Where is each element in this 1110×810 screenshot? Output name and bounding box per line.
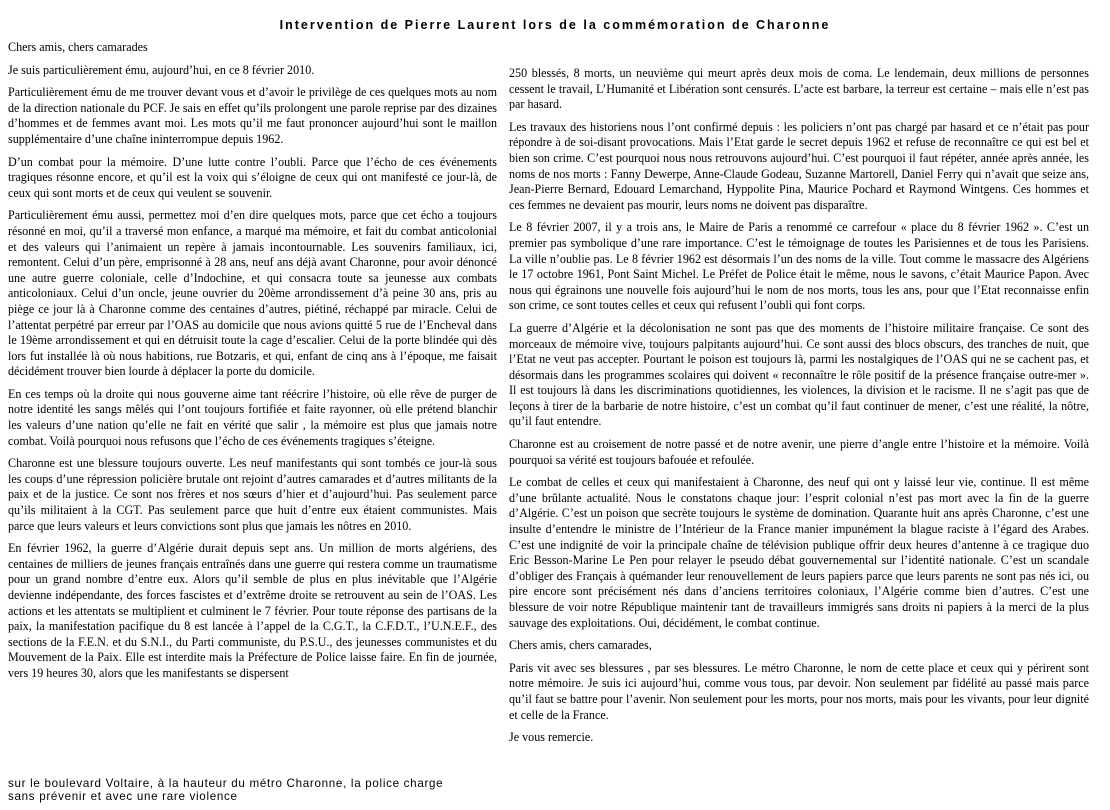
- paragraph: Chers amis, chers camarades,: [509, 638, 652, 653]
- paragraph: Charonne est au croisement de notre passé et de notre avenir, une pierre d’angle entre l’histoire et la mémoire. Voilà pourquoi sa vérité est toujours bafouée et refoulée.: [509, 437, 1089, 467]
- paragraph: En ces temps où la droite qui nous gouverne aime tant réécrire l’histoire, où elle rêve de purger de notre identité les sangs mêlés qui l’ont toujours fortifiée et faite rayonner, où elle prétend blanchir les valeurs d’une nation qu’elle ne fait en vérité que salir , la mémoire est plus que jamais notre combat. Voilà pourquoi nous refusons que l’écho de ces événements tragiques s’éteigne.: [8, 386, 497, 448]
- paragraph: Charonne est une blessure toujours ouverte. Les neuf manifestants qui sont tombés ce jour-là sous les coups d’une répression policière brutale ont rejoint d’autres camarades et d’autres militants de la paix et de la justice. Ce sont nos frères et nos sœurs d’hier et d’aujourd’hui. Pas seulement parce qu’ils militaient à la CGT. Pas seulement parce que huit d’entre eux étaient communistes. Mais parce que leurs valeurs et leurs convictions sont plus que jamais les nôtres en 2010.: [8, 456, 497, 533]
- left-caption-line: sans prévenir et avec une rare violence: [8, 790, 238, 803]
- paragraph: Je vous remercie.: [509, 730, 594, 745]
- document-title: Intervention de Pierre Laurent lors de la commémoration de Charonne: [279, 18, 831, 32]
- paragraph: Paris vit avec ses blessures , par ses blessures. Le métro Charonne, le nom de cette place et ceux qui y périrent sont notre mémoire. Je suis ici aujourd’hui, comme vous tous, par devoir. Non seulement par fidélité au passé mais parce qu’il faut se battre pour l’avenir. Non seulement pour les morts, pour nos morts, mais pour les vivants, pour leur dignité et celle de la France.: [509, 660, 1089, 722]
- paragraph: Je suis particulièrement ému, aujourd’hui, en ce 8 février 2010.: [8, 62, 315, 77]
- paragraph: Le combat de celles et ceux qui manifestaient à Charonne, des neuf qui ont y laissé leur vie, continue. Il est même d’une brûlante actualité. Nous le constatons chaque jour: l’esprit colonial n’est pas mort avec la fin de la guerre d’Algérie. C’est un poison que secrète toujours le système de domination. Quarante huit ans après Charonne, c’est une insulte d’entendre le ministre de l’Intérieur de la France manier impunément la blague raciste à l’égard des Arabes. C’est une indignité de voir la principale chaîne de télévision publique offrir deux heures d’antenne à ce tragique duo Eric Besson-Marine Le Pen pour relayer le pseudo débat gouvernemental sur l’identité nationale. C’est un scandale d’obliger des Français à quémander leur renouvellement de leurs papiers parce que leurs parents ne sont pas nés ici, ou pire encore sont précisément nés dans d’anciens territoires coloniaux, l’Algérie comme bien d’autres. C’est une blessure de voir notre République maintenir tant de travailleurs immigrés sans droits ni papiers à la merci de la plus sauvage des exploitations. Oui, décidément, le combat continue.: [509, 475, 1089, 630]
- paragraph: En février 1962, la guerre d’Algérie durait depuis sept ans. Un million de morts algériens, des centaines de milliers de jeunes français entraînés dans une guerre qui restera comme un traumatisme pour un grand nombre d’entre eux. Alors qu’il semble de plus en plus inévitable que l’Algérie devienne indépendante, des forces fascistes et d’extrême droite se retrouvent au sein de l’OAS. Les actions et les attentats se multiplient et culminent le 7 février. Pour toute réponse des partisans de la paix, la manifestation pacifique du 8 est lancée à l’appel de la C.G.T., la C.F.D.T., l’U.N.E.F., des sections de la F.E.N. et du S.N.I., du Parti communiste, du P.S.U., des jeunesses communistes et du Mouvement de la Paix. Elle est interdite mais la Préfecture de Police laisse faire. En fin de journée, vers 19 heures 30, alors que les manifestants se dispersent: [8, 541, 497, 680]
- left-column: [8, 40, 497, 689]
- paragraph: Les travaux des historiens nous l’ont confirmé depuis : les policiers n’ont pas chargé par hasard et ce n’était pas pour répondre à de soi-disant provocations. Mais l’Etat garde le secret depuis 1962 et refuse de reconnaître ce qui est bel et bien son crime. C’est pourquoi nous nous retrouvons aujourd’hui. C’est pourquoi il faut répéter, année après année, les noms de nos morts : Fanny Dewerpe, Anne-Claude Godeau, Suzanne Martorell, Daniel Ferry qui n’avait que seize ans, Jean-Pierre Bernard, Edouard Lemarchand, Hyppolite Pina, Maurice Pochard et Raymond Wintgens. Ces hommes et ces femmes ne devaient pas mourir, leurs noms ne doivent pas disparaître.: [509, 119, 1089, 212]
- paragraph: Particulièrement ému aussi, permettez moi d’en dire quelques mots, parce que cet écho a toujours résonné en moi, qu’il a traversé mon enfance, a marqué ma mémoire, et fait du combat anticolonial et des valeurs qui l’animaient un repère à jamais incontournable. Les souvenirs familiaux, ici, remontent. Celui d’un père, emprisonné à 28 ans, neuf ans déjà avant Charonne, pour avoir dénoncé une autre guerre coloniale, celle d’Indochine, et qui consacra toute sa jeunesse aux combats anticoloniaux. Celui d’un oncle, jeune ouvrier du 20ème arrondissement d’à peine 30 ans, pris au piège ce jour là à Charonne comme des centaines d’autres, piétiné, réchappé par miracle. Celui de l’attentat perpétré par erreur par l’OAS au domicile que nous avions quitté 5 rue de l’Encheval dans le 19ème arrondissement et qui en détruisit toute la cage d’escalier. Celui de la porte blindée qui dès lors fut installée là où nous habitions, rue Botzaris, et qui, enfant de cinq ans à l’époque, me faisait décidément trouver bien lourde à déplacer la porte du domicile.: [8, 208, 497, 379]
- paragraph: La guerre d’Algérie et la décolonisation ne sont pas que des moments de l’histoire militaire française. Ce sont des morceaux de mémoire vive, toujours palpitants aujourd’hui. Ce sont aussi des blocs obscurs, des tranches de nuit, que l’Etat ne veut pas accepter. Pourtant le poison est toujours là, parmi les nostalgiques de l’OAS qui ne se cachent pas, et désormais dans les programmes scolaires qui doivent « reconnaître le rôle positif de la présence française outre-mer ». Il est toujours là dans les discriminations quotidiennes, les violences, la division et le racisme. Il ne s’agit pas que de leçons à tirer de la barbarie de notre histoire, c’est un combat qu’il faut continuer de mener, c’est une réalité, la nôtre, qu’il faut entendre.: [509, 320, 1089, 429]
- paragraph: D’un combat pour la mémoire. D’une lutte contre l’oubli. Parce que l’écho de ces événements tragiques résonne encore, et qu’il est la voix qui s’éloigne de ceux qui ont manifesté ce jour-là, de ceux qui sont morts et de ceux qui veulent se souvenir.: [8, 154, 497, 200]
- right-column: [509, 66, 1089, 753]
- paragraph: Le 8 février 2007, il y a trois ans, le Maire de Paris a renommé ce carrefour « place du 8 février 1962 ». C’est un premier pas symbolique d’une rare importance. C’est le témoignage de toutes les Parisiennes et de tous les Parisiens. La ville n’oublie pas. Le 8 février 1962 est désormais l’un des noms de la ville. Tout comme le massacre des Algériens le 17 octobre 1961, Pont Saint Michel. Le Préfet de Police était le même, nous le savons, c’était Maurice Papon. Avec nous qui égrainons une nouvelle fois aujourd’hui le nom de nos morts, tous les ans, pour que l’Etat reconnaisse enfin son crime, ce sont toutes celles et ceux qui refusent l’oubli qui font corps.: [509, 220, 1089, 313]
- paragraph: Chers amis, chers camarades: [8, 40, 148, 54]
- paragraph: 250 blessés, 8 morts, un neuvième qui meurt après deux mois de coma. Le lendemain, deux millions de personnes cessent le travail, L’Humanité et Libération sont censurés. L’acte est barbare, la terreur est certaine – mais elle n’est pas par hasard.: [509, 66, 1089, 112]
- paragraph: Particulièrement ému de me trouver devant vous et d’avoir le privilège de ces quelques mots au nom de la direction nationale du PCF. Je sais en effet qu’ils prolongent une parole reprise par des dizaines d’hommes et de femmes avant moi. Les mots qu’il me faut prononcer aujourd’hui sont le maillon supplémentaire d’une chaîne ininterrompue depuis 1962.: [8, 85, 497, 146]
- left-caption-line: sur le boulevard Voltaire, à la hauteur du métro Charonne, la police charge: [8, 777, 444, 790]
